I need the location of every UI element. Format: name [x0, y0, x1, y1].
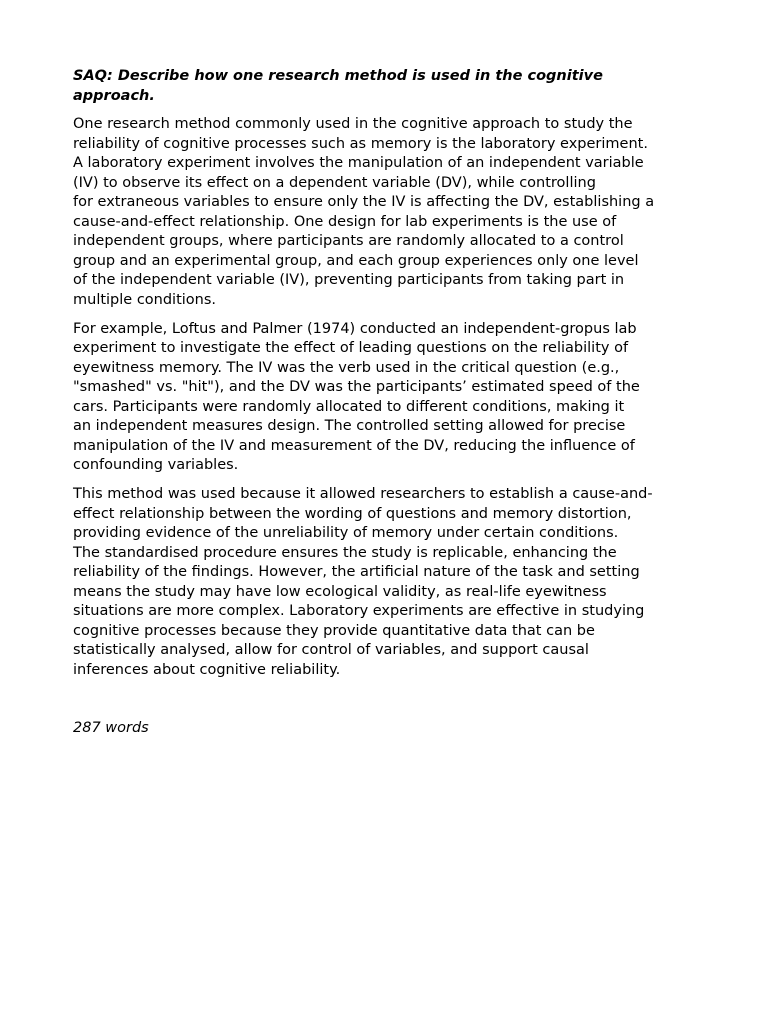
paragraph-method: One research method commonly used in the cognitive approach to study the reliability of cognitive processes such as memory is the laboratory experiment. A laboratory experiment involves the manipulation of an independent variable (IV) to observe its effect on a dependent variable (DV), while controlling for extraneous variables to ensure only the IV is affecting the DV, establishing a cause-and-effect relationship. One design for lab experiments is the use of independent groups, where participants are randomly allocated to a control group and an experimental group, and each group experiences only one level of the independent variable (IV), preventing participants from taking part in multiple conditions. [73, 116, 655, 308]
document-page [73, 67, 703, 739]
paragraph-example: For example, Loftus and Palmer (1974) conducted an independent-gropus lab experiment to investigate the effect of leading questions on the reliability of eyewitness memory. The IV was the verb used in the critical question (e.g., "smashed" vs. "hit"), and the DV was the participants’ estimated speed of the cars. Participants were randomly allocated to different conditions, making it an independent measures design. The controlled setting allowed for precise manipulation of the IV and measurement of the DV, reducing the influence of confounding variables. [73, 320, 640, 473]
question-title: SAQ: Describe how one research method is used in the cognitive approach. [73, 68, 603, 104]
paragraph-evaluation: This method was used because it allowed researchers to establish a cause-and- effect relationship between the wording of questions and memory distortion, providing evidence of the unreliability of memory under certain conditions. The standardised procedure ensures the study is replicable, enhancing the reliability of the findings. However, the artificial nature of the task and setting means the study may have low ecological validity, as real-life eyewitness situations are more complex. Laboratory experiments are effective in studying cognitive processes because they provide quantitative data that can be statistically analysed, allow for control of variables, and support causal inferences about cognitive reliability. [73, 486, 653, 678]
word-count: 287 words [73, 720, 149, 736]
